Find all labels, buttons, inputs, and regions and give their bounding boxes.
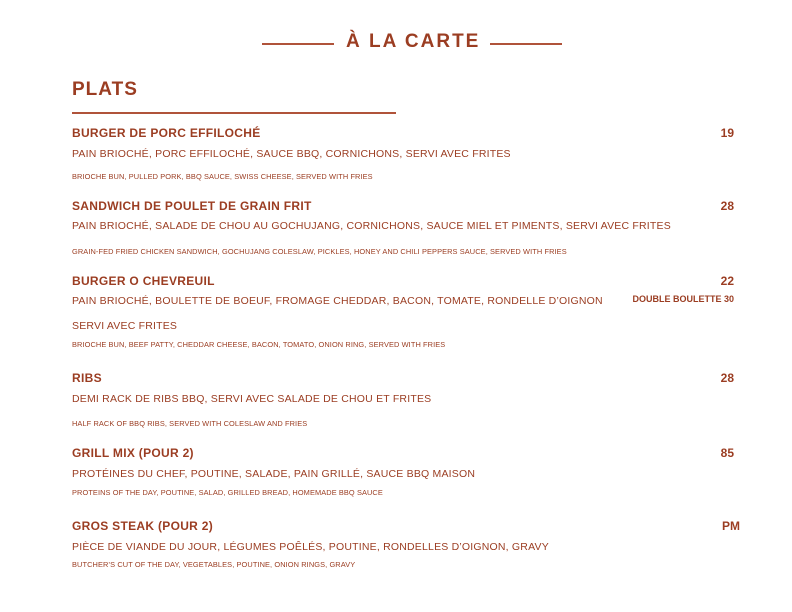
menu-header (0, 30, 792, 58)
item-name: GRILL MIX (POUR 2) (72, 446, 194, 460)
item-description-fr: PROTÉINES DU CHEF, POUTINE, SALADE, PAIN GRILLÉ, SAUCE BBQ MAISON (72, 468, 476, 480)
item-price: 85 (720, 446, 734, 460)
item-description-fr: PIÈCE DE VIANDE DU JOUR, LÉGUMES POÊLÉS, POUTINE, RONDELLES D’OIGNON, GRAVY (72, 541, 549, 553)
item-name: BURGER O CHEVREUIL (72, 274, 215, 288)
section-divider (72, 112, 396, 114)
item-price: PM (722, 519, 740, 533)
item-description-en: BRIOCHE BUN, PULLED PORK, BBQ SAUCE, SWISS CHEESE, SERVED WITH FRIES (72, 172, 373, 181)
item-name: BURGER DE PORC EFFILOCHÉ (72, 126, 261, 140)
item-description-en: BUTCHER’S CUT OF THE DAY, VEGETABLES, POUTINE, ONION RINGS, GRAVY (72, 560, 356, 569)
section-title: PLATS (72, 79, 138, 100)
item-description-en: GRAIN-FED FRIED CHICKEN SANDWICH, GOCHUJANG COLESLAW, PICKLES, HONEY AND CHILI PEPPERS SAUCE, SERVED WITH FRIES (72, 247, 567, 256)
item-description-en: HALF RACK OF BBQ RIBS, SERVED WITH COLESLAW AND FRIES (72, 419, 308, 428)
page-title: À LA CARTE (346, 31, 481, 52)
item-name: RIBS (72, 371, 102, 385)
header-rule-left (262, 43, 334, 45)
item-price: 19 (720, 126, 734, 140)
item-name: GROS STEAK (POUR 2) (72, 519, 214, 533)
item-price: 28 (720, 371, 734, 385)
item-price: 28 (720, 199, 734, 213)
item-option-price: DOUBLE BOULETTE 30 (632, 294, 734, 304)
header-rule-right (490, 43, 562, 45)
item-name: SANDWICH DE POULET DE GRAIN FRIT (72, 199, 312, 213)
item-description-fr: PAIN BRIOCHÉ, BOULETTE DE BOEUF, FROMAGE CHEDDAR, BACON, TOMATE, RONDELLE D’OIGNON (72, 295, 603, 307)
item-price: 22 (720, 274, 734, 288)
item-description-en: BRIOCHE BUN, BEEF PATTY, CHEDDAR CHEESE, BACON, TOMATO, ONION RING, SERVED WITH FRIES (72, 340, 446, 349)
item-description-fr-continued: SERVI AVEC FRITES (72, 320, 178, 332)
item-description-en: PROTEINS OF THE DAY, POUTINE, SALAD, GRILLED BREAD, HOMEMADE BBQ SAUCE (72, 488, 383, 497)
item-description-fr: DEMI RACK DE RIBS BBQ, SERVI AVEC SALADE DE CHOU ET FRITES (72, 393, 432, 405)
item-description-fr: PAIN BRIOCHÉ, SALADE DE CHOU AU GOCHUJANG, CORNICHONS, SAUCE MIEL ET PIMENTS, SERVI AVEC FRITES (72, 220, 671, 232)
item-description-fr: PAIN BRIOCHÉ, PORC EFFILOCHÉ, SAUCE BBQ, CORNICHONS, SERVI AVEC FRITES (72, 148, 511, 160)
